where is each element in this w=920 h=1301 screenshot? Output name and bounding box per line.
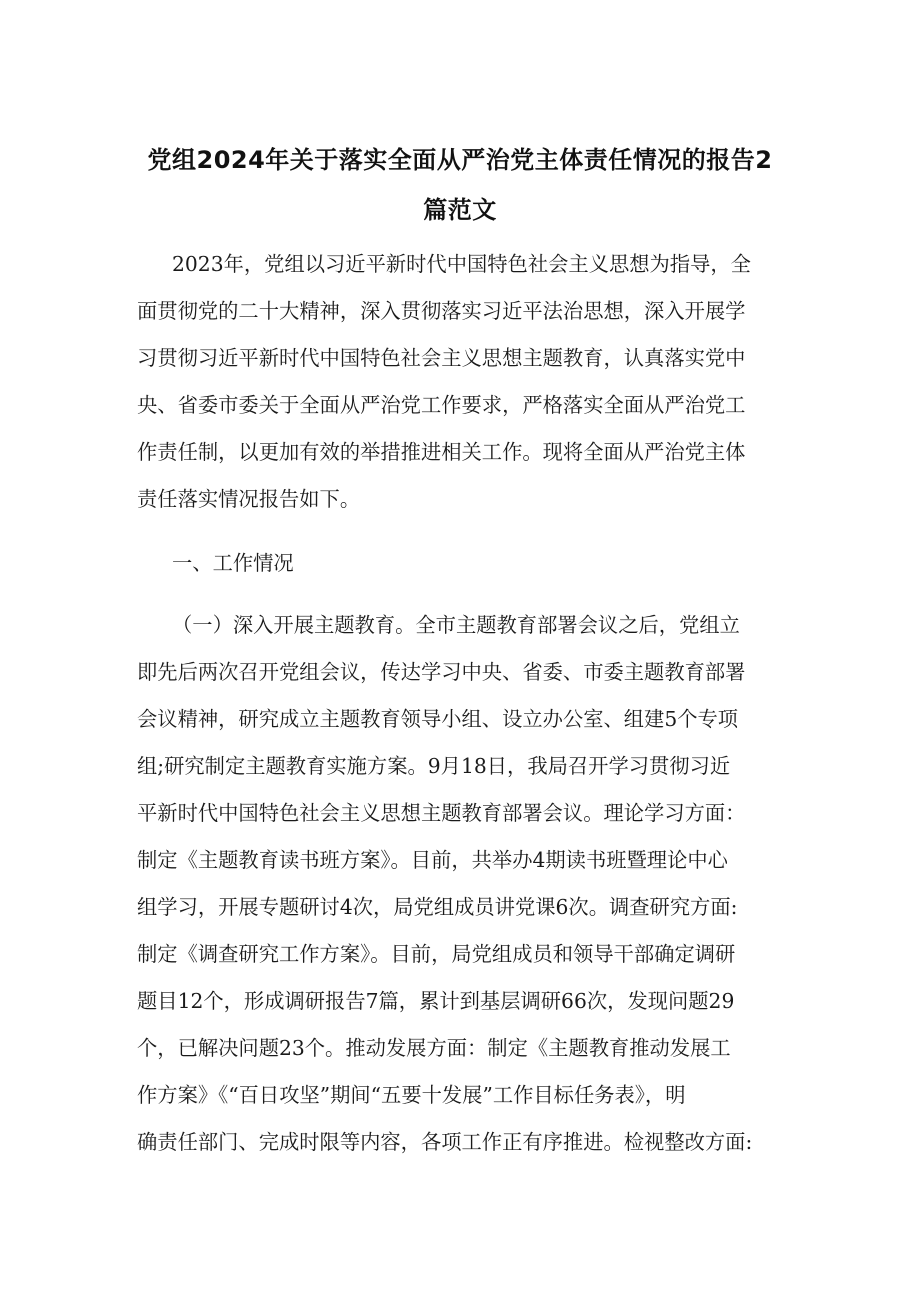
document-title-line-2: 篇范文 [423, 196, 497, 224]
intro-line-6: 责任落实情况报告如下。 [137, 487, 361, 511]
intro-line-3: 习贯彻习近平新时代中国特色社会主义思想主题教育，认真落实党中 [137, 346, 746, 370]
intro-line-5: 作责任制，以更加有效的举措推进相关工作。现将全面从严治党主体 [137, 440, 746, 464]
intro-line-2: 面贯彻党的二十大精神，深入贯彻落实习近平法治思想，深入开展学 [137, 299, 746, 323]
subsection1-line-8: 制定《调查研究工作方案》。目前，局党组成员和领导干部确定调研 [137, 942, 736, 966]
subsection1-line-7: 组学习，开展专题研讨4次，局党组成员讲党课6次。调查研究方面: [137, 895, 738, 919]
subsection1-line-10: 个，已解决问题23个。推动发展方面：制定《主题教育推动发展工 [137, 1036, 731, 1060]
document-title-line-1: 党组2024年关于落实全面从严治党主体责任情况的报告2 [147, 146, 773, 174]
subsection1-line-9: 题目12个，形成调研报告7篇，累计到基层调研66次，发现问题29 [137, 989, 735, 1013]
subsection1-line-2: 即先后两次召开党组会议，传达学习中央、省委、市委主题教育部署 [137, 660, 746, 684]
intro-line-4: 央、省委市委关于全面从严治党工作要求，严格落实全面从严治党工 [137, 393, 746, 417]
intro-line-1: 2023年，党组以习近平新时代中国特色社会主义思想为指导，全 [172, 252, 751, 276]
subsection1-line-3: 会议精神，研究成立主题教育领导小组、设立办公室、组建5个专项 [137, 707, 739, 731]
subsection1-line-4: 组;研究制定主题教育实施方案。9月18日，我局召开学习贯彻习近 [137, 754, 731, 778]
subsection1-line-1: （一）深入开展主题教育。全市主题教育部署会议之后，党组立 [172, 613, 740, 637]
subsection1-line-5: 平新时代中国特色社会主义思想主题教育部署会议。理论学习方面： [137, 801, 746, 825]
section-heading-1: 一、工作情况 [172, 551, 294, 575]
subsection1-line-12: 确责任部门、完成时限等内容，各项工作正有序推进。检视整改方面: [137, 1130, 753, 1154]
subsection1-line-11: 作方案》《“百日攻坚”期间“五要十发展”工作目标任务表》，明 [137, 1083, 686, 1107]
subsection1-line-6: 制定《主题教育读书班方案》。目前，共举办4期读书班暨理论中心 [137, 848, 728, 872]
